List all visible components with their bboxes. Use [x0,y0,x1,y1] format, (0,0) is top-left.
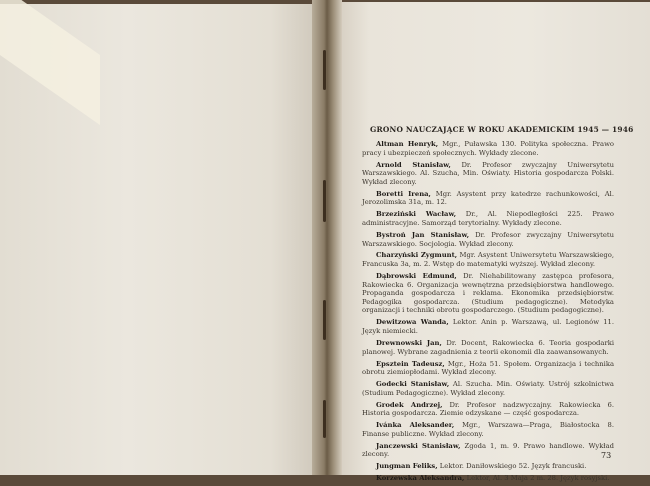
staff-details: Lektor, Al. 3 Maja 2 m. 28. Język rosyjski. [466,474,610,483]
staff-entry [362,421,614,438]
binding-stitch [323,50,326,90]
staff-details: Dr. Profesor nadzwyczajny. Rakowiecka 6. Historia gospodarcza. Ziemie odzyskane — część gospodarcza. [362,400,614,418]
staff-details: Dr., Al. Niepodległości 225. Prawo administracyjne. Samorząd terytorialny. Wykłady zlecone. [362,210,614,227]
binding-stitch [323,180,326,222]
staff-name: Dąbrowski Edmund, [376,272,457,281]
staff-name: Epsztein Tadeusz, [376,359,445,368]
staff-name: Ivánka Aleksander, [376,421,455,430]
binding-stitch [323,400,326,438]
staff-entry [362,339,614,356]
staff-entry [362,161,614,187]
staff-entry [362,462,614,471]
staff-name: Drewnowski Jan, [376,339,442,347]
staff-details: Mgr., Warszawa—Praga, Białostocka 8. Finanse publiczne. Wykład zlecony. [362,421,614,438]
staff-name: Boretti Irena, [376,189,431,198]
staff-details: Mgr., Puławska 130. Polityka społeczna. Prawo pracy i ubezpieczeń społecznych. Wykłady zlecone. [362,140,614,157]
staff-details: Mgr., Hoża 51. Społem. Organizacja i technika obrotu ziemiopłodami. Wykład zlecony. [362,359,614,377]
staff-name: Bystroń Jan Stanisław, [376,230,470,239]
staff-details: Dr. Docent, Rakowiecka 6. Teoria gospodarki planowej. Wybrane zagadnienia z teorii ekonomii dla zaawansowanych. [362,339,614,356]
staff-entry [362,401,614,418]
staff-name: Altman Henryk, [376,140,439,148]
book-gutter [312,0,342,475]
staff-name: Korzewska Aleksandra, [376,474,465,483]
staff-entry [362,190,614,207]
staff-details: Lektor. Daniłowskiego 52. Język francuski. [439,462,587,471]
staff-details: Al. Szucha. Min. Oświaty. Ustrój szkolnictwa (Studium Pedagogiczne). Wykład zlecony. [362,380,614,397]
staff-entry [362,318,614,335]
page-number: 73 [601,451,612,460]
staff-entry [362,140,614,157]
page-heading: GRONO NAUCZAJĄCE W ROKU AKADEMICKIM 1945 — 1946 [370,125,634,134]
staff-name: Godecki Stanisław, [376,380,450,389]
staff-details: Mgr. Asystent Uniwersytetu Warszawskiego, Francuska 3a, m. 2. Wstęp do matematyki wyższej. Wykład zlecony. [362,251,614,269]
staff-entry [362,251,614,268]
staff-details: Zgoda 1, m. 9. Prawo handlowe. Wykład zlecony. [362,441,614,459]
staff-entry [362,474,614,483]
staff-details: Lektor. Anin p. Warszawą, ul. Legionów 11. Język niemiecki. [362,318,615,336]
staff-list [362,140,614,486]
staff-details: Dr. Profesor zwyczajny Uniwersytetu Warszawskiego. Socjologia. Wykład zlecony. [362,230,614,248]
staff-entry [362,272,614,315]
staff-entry [362,231,614,248]
staff-entry [362,442,614,459]
staff-name: Brzeziński Wacław, [376,210,457,219]
staff-entry [362,210,614,227]
staff-name: Dewitzowa Wanda, [376,318,449,327]
staff-name: Arnold Stanisław, [376,160,451,169]
staff-entry [362,360,614,377]
staff-details: Dr. Niehabilitowany zastępca profesora, Rakowiecka 6. Organizacja wewnętrzna przedsiębiorstwa handlowego. Propaganda gospodarcza i reklama. Ekonomika przedsiębiorstw. Pedagogika gospodarcza. (Studium pedagogiczne). Metodyka organizacji i techniki obrotu gospodarczego. (Studium pedagogiczne). [362,272,614,315]
binding-stitch [323,300,326,340]
staff-name: Jungman Feliks, [376,462,438,471]
staff-name: Janczewski Stanisław, [376,441,461,450]
staff-details: Dr. Profesor zwyczajny Uniwersytetu Warszawskiego. Al. Szucha, Min. Oświaty. Historia gospodarcza Polski. Wykład zlecony. [362,160,614,186]
staff-details: Mgr. Asystent przy katedrze rachunkowości, Al. Jerozolimska 31a, m. 12. [362,189,614,207]
staff-name: Charzyński Zygmunt, [376,251,458,260]
staff-name: Grodek Andrzej, [376,400,443,409]
staff-entry [362,380,614,397]
